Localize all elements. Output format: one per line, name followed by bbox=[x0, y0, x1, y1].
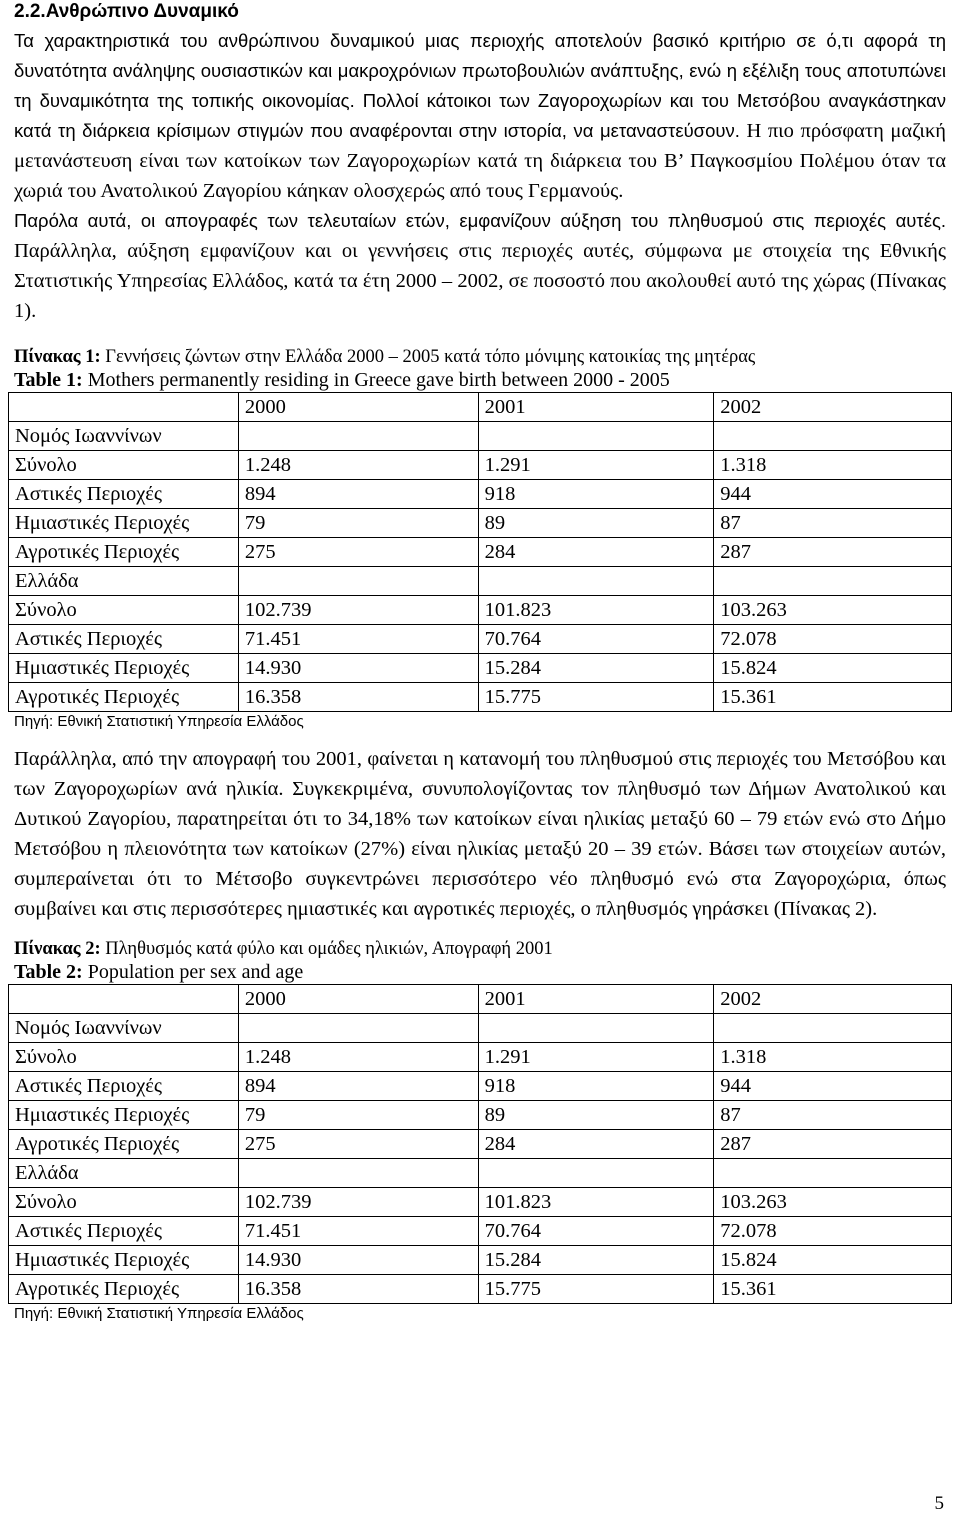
table1-caption-greek-label: Πίνακας 1: bbox=[14, 347, 101, 367]
table-row bbox=[9, 480, 952, 509]
table-row bbox=[9, 683, 952, 712]
population-table bbox=[8, 984, 952, 1304]
table-cell: 70.764 bbox=[478, 625, 714, 654]
table-cell bbox=[238, 567, 478, 596]
table-cell: Σύνολο bbox=[9, 1188, 239, 1217]
table-row bbox=[9, 451, 952, 480]
table-row bbox=[9, 1188, 952, 1217]
table-cell bbox=[9, 985, 239, 1014]
table-cell: 2000 bbox=[238, 985, 478, 1014]
table2-caption-english-label: Table 2: bbox=[14, 961, 83, 983]
table-header-row bbox=[9, 985, 952, 1014]
table-cell: Αστικές Περιοχές bbox=[9, 480, 239, 509]
table-cell: Αστικές Περιοχές bbox=[9, 625, 239, 654]
table-cell: Ημιαστικές Περιοχές bbox=[9, 654, 239, 683]
table-cell: Αγροτικές Περιοχές bbox=[9, 538, 239, 567]
table-row bbox=[9, 1014, 952, 1043]
table-cell: 15.361 bbox=[714, 1275, 952, 1304]
table-cell: 102.739 bbox=[238, 596, 478, 625]
table-cell: 15.361 bbox=[714, 683, 952, 712]
table-cell: Αγροτικές Περιοχές bbox=[9, 1275, 239, 1304]
table-cell bbox=[238, 1014, 478, 1043]
table2-caption-english bbox=[14, 961, 946, 984]
table-cell: 101.823 bbox=[478, 596, 714, 625]
table-cell bbox=[478, 1159, 714, 1188]
table-cell: 15.284 bbox=[478, 654, 714, 683]
table-cell: Αστικές Περιοχές bbox=[9, 1217, 239, 1246]
table-cell: Αστικές Περιοχές bbox=[9, 1072, 239, 1101]
table-cell: 287 bbox=[714, 1130, 952, 1159]
table-cell: 101.823 bbox=[478, 1188, 714, 1217]
table-cell bbox=[9, 393, 239, 422]
table-header-row bbox=[9, 393, 952, 422]
table1-source: Πηγή: Εθνική Στατιστική Υπηρεσία Ελλάδος bbox=[14, 713, 304, 730]
table-cell bbox=[714, 422, 952, 451]
table-cell: Σύνολο bbox=[9, 451, 239, 480]
table-row bbox=[9, 596, 952, 625]
table-row bbox=[9, 1072, 952, 1101]
table-row bbox=[9, 1043, 952, 1072]
table-cell: 284 bbox=[478, 1130, 714, 1159]
table-cell: 87 bbox=[714, 1101, 952, 1130]
table-cell: 103.263 bbox=[714, 596, 952, 625]
table1-caption-english-label: Table 1: bbox=[14, 369, 83, 391]
table-cell: 1.248 bbox=[238, 1043, 478, 1072]
table-cell: 79 bbox=[238, 1101, 478, 1130]
table-cell: 1.318 bbox=[714, 1043, 952, 1072]
table-cell: 944 bbox=[714, 1072, 952, 1101]
table-cell: Νομός Ιωαννίνων bbox=[9, 1014, 239, 1043]
section-heading: 2.2.Ανθρώπινο Δυναμικό bbox=[14, 1, 239, 22]
table-row bbox=[9, 1275, 952, 1304]
table1-caption-english-text: Mothers permanently residing in Greece gave birth between 2000 - 2005 bbox=[82, 369, 670, 391]
table-cell bbox=[714, 1014, 952, 1043]
table-cell bbox=[714, 567, 952, 596]
table-cell bbox=[478, 1014, 714, 1043]
table2-caption-greek-label: Πίνακας 2: bbox=[14, 939, 101, 959]
births-table bbox=[8, 392, 952, 712]
table-row bbox=[9, 1217, 952, 1246]
table-cell: 894 bbox=[238, 480, 478, 509]
table1-caption-greek-text: Γεννήσεις ζώντων στην Ελλάδα 2000 – 2005 κατά τόπο μόνιμης κατοικίας της μητέρας bbox=[100, 347, 756, 367]
table-cell: 287 bbox=[714, 538, 952, 567]
table-cell: Σύνολο bbox=[9, 1043, 239, 1072]
table-cell bbox=[478, 422, 714, 451]
table-cell: 89 bbox=[478, 509, 714, 538]
table-row bbox=[9, 1159, 952, 1188]
paragraph-population-part-a: Παρόλα αυτά, οι απογραφές των τελευταίων ετών, εμφανίζουν αύξηση του πληθυσμού στις περιοχές αυτές. bbox=[14, 210, 946, 231]
table-cell: 15.284 bbox=[478, 1246, 714, 1275]
table2-caption-greek-text: Πληθυσμός κατά φύλο και ομάδες ηλικιών, Απογραφή 2001 bbox=[100, 939, 553, 959]
table-cell: 15.824 bbox=[714, 1246, 952, 1275]
table-row bbox=[9, 1130, 952, 1159]
table-row bbox=[9, 1246, 952, 1275]
table-cell: 72.078 bbox=[714, 1217, 952, 1246]
table-row bbox=[9, 625, 952, 654]
table-cell: Σύνολο bbox=[9, 596, 239, 625]
table-cell: 894 bbox=[238, 1072, 478, 1101]
table2-caption-greek bbox=[14, 938, 946, 961]
table-cell: 2001 bbox=[478, 393, 714, 422]
table-cell: 70.764 bbox=[478, 1217, 714, 1246]
table2-caption-english-text: Population per sex and age bbox=[82, 961, 304, 983]
paragraph-population bbox=[14, 206, 946, 326]
table-cell: Νομός Ιωαννίνων bbox=[9, 422, 239, 451]
table-cell bbox=[478, 567, 714, 596]
table-cell: 15.824 bbox=[714, 654, 952, 683]
table-cell: 275 bbox=[238, 538, 478, 567]
table-cell: Ελλάδα bbox=[9, 567, 239, 596]
table-cell: 2001 bbox=[478, 985, 714, 1014]
table-cell: 284 bbox=[478, 538, 714, 567]
table-cell: Ελλάδα bbox=[9, 1159, 239, 1188]
table2-source: Πηγή: Εθνική Στατιστική Υπηρεσία Ελλάδος bbox=[14, 1305, 304, 1322]
table-cell: 72.078 bbox=[714, 625, 952, 654]
table-row bbox=[9, 567, 952, 596]
table-cell: Αγροτικές Περιοχές bbox=[9, 1130, 239, 1159]
table-cell: 1.318 bbox=[714, 451, 952, 480]
table-cell: 1.248 bbox=[238, 451, 478, 480]
table-row bbox=[9, 1101, 952, 1130]
table-cell bbox=[714, 1159, 952, 1188]
table-cell: 2002 bbox=[714, 393, 952, 422]
table-cell: 14.930 bbox=[238, 654, 478, 683]
table-cell: Ημιαστικές Περιοχές bbox=[9, 1246, 239, 1275]
table-row bbox=[9, 422, 952, 451]
table-cell bbox=[238, 1159, 478, 1188]
table-cell: 918 bbox=[478, 1072, 714, 1101]
table-row bbox=[9, 509, 952, 538]
paragraph-intro bbox=[14, 26, 946, 206]
table-cell: 87 bbox=[714, 509, 952, 538]
table-cell: 16.358 bbox=[238, 1275, 478, 1304]
table-cell: 15.775 bbox=[478, 1275, 714, 1304]
table-cell: 1.291 bbox=[478, 1043, 714, 1072]
table-cell: 79 bbox=[238, 509, 478, 538]
table-cell: 71.451 bbox=[238, 1217, 478, 1246]
table-cell: 71.451 bbox=[238, 625, 478, 654]
table-cell: 1.291 bbox=[478, 451, 714, 480]
paragraph-age-distribution: Παράλληλα, από την απογραφή του 2001, φαίνεται η κατανομή του πληθυσμού στις περιοχές του Μετσόβου και των Ζαγοροχωρίων ανά ηλικία. Συγκεκριμένα, συνυπολογίζοντας τον πληθυσμό των Δήμων Ανατολικού και Δυτικού Ζαγορίου, παρατηρείται ότι το 34,18% των κατοίκων είναι ηλικίας μεταξύ 60 – 79 ετών ενώ στο Δήμο Μετσόβου η πλειονότητα των κατοίκων (27%) είναι ηλικίας μεταξύ 20 – 39 ετών. Βάσει των στοιχείων αυτών, συμπεραίνεται ότι το Μέτσοβο συγκεντρώνει περισσότερο νέο πληθυσμό ενώ στα Ζαγοροχώρια, όπως συμβαίνει και στις περισσότερες ημιαστικές και αγροτικές περιοχές, ο πληθυσμός γηράσκει (Πίνακας 2). bbox=[14, 748, 946, 920]
table1-caption-greek bbox=[14, 346, 946, 369]
table-cell: 2000 bbox=[238, 393, 478, 422]
table-cell: 275 bbox=[238, 1130, 478, 1159]
table-cell: 15.775 bbox=[478, 683, 714, 712]
table-row bbox=[9, 538, 952, 567]
table-cell: 918 bbox=[478, 480, 714, 509]
table-cell: 14.930 bbox=[238, 1246, 478, 1275]
table1-caption-english bbox=[14, 369, 946, 392]
paragraph-intro-part-a: Τα χαρακτηριστικά του ανθρώπινου δυναμικού μιας περιοχής αποτελούν βασικό κριτήριο σε ό,τι αφορά τη δυνατότητα ανάληψης ουσιαστικών και μακροχρόνιων πρωτοβουλιών ανάπτυξης, ενώ η εξέλιξη τους αποτυπώνει τη δυναμικότητα της τοπικής οικονομίας. Πολλοί κάτοικοι των Ζαγοροχωρίων και του Μετσόβου αναγκάστηκαν κατά τη διάρκεια κρίσιμων στιγμών που αναφέρονται στην ιστορία, να μεταναστεύσουν. bbox=[14, 30, 946, 141]
table-cell: 2002 bbox=[714, 985, 952, 1014]
table-cell: 89 bbox=[478, 1101, 714, 1130]
table-cell: Ημιαστικές Περιοχές bbox=[9, 509, 239, 538]
table-cell: 16.358 bbox=[238, 683, 478, 712]
table-cell: 102.739 bbox=[238, 1188, 478, 1217]
table-cell: 944 bbox=[714, 480, 952, 509]
table-cell: 103.263 bbox=[714, 1188, 952, 1217]
document-page bbox=[14, 0, 946, 1324]
paragraph-intro-part-b: Η πιο πρόσφατη μαζική μετανάστευση είναι των κατοίκων των Ζαγοροχωρίων κατά τη διάρκεια του Β’ Παγκοσμίου Πολέμου όταν τα χωριά του Ανατολικού Ζαγορίου κάηκαν ολοσχερώς από τους Γερμανούς. bbox=[14, 120, 946, 202]
table-cell: Αγροτικές Περιοχές bbox=[9, 683, 239, 712]
table-row bbox=[9, 654, 952, 683]
table-cell bbox=[238, 422, 478, 451]
paragraph-population-part-b: Παράλληλα, αύξηση εμφανίζουν και οι γεννήσεις στις περιοχές αυτές, σύμφωνα με στοιχεία της Εθνικής Στατιστικής Υπηρεσίας Ελλάδος, κατά τα έτη 2000 – 2002, σε ποσοστό που ακολουθεί αυτό της χώρας (Πίνακας 1). bbox=[14, 240, 946, 322]
page-number: 5 bbox=[934, 1493, 944, 1514]
table-cell: Ημιαστικές Περιοχές bbox=[9, 1101, 239, 1130]
